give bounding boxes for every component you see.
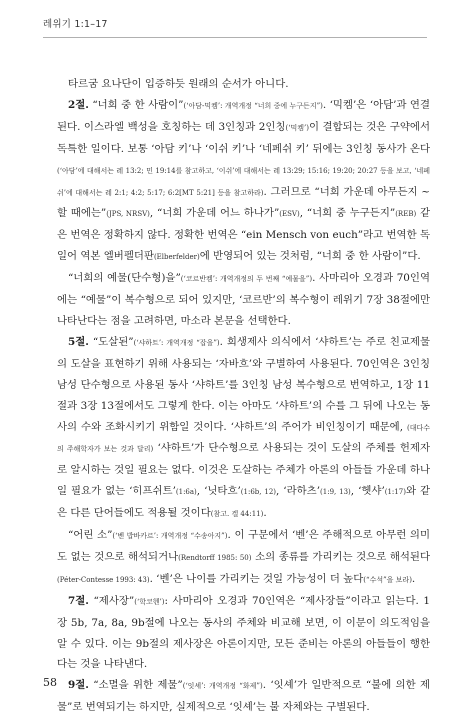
paragraph [57,268,430,332]
text-run: , “너희 중 누구든지” [299,207,396,220]
text-run: 이 결합되는 것은 구약에서 독특한 일이다. 보통 ‘아담 키’나 ‘이쉬 키’나 ‘네페쉬 키’ 뒤에는 3인칭 동사가 온다 [57,120,430,155]
inline-note: (1:17) [384,488,406,497]
verse-label: 7절. [68,594,89,607]
inline-note: (‘벤 밥바카르’: 개역개정 “수송아지”) [112,532,228,541]
text-run: 타르굼 요나단이 입증하듯 원래의 순서가 아니다. [68,78,289,90]
text-run: “소멸을 위한 제물” [88,679,183,692]
text-run: , ‘라하츠’ [276,485,321,498]
inline-note: (Péter-Contesse 1993: 43) [57,575,150,584]
running-header: 레위기 1:1–17 [43,19,108,30]
paragraph [57,95,430,268]
text-run: “너희의 예물(단수형)을” [68,272,181,285]
inline-note: (‘학코헨’) [134,597,165,606]
text-run: “너희 중 한 사람이” [88,98,184,111]
inline-note: (1:6a) [175,488,197,497]
verse-label: 2절. [68,98,89,111]
text-run: . [263,507,267,520]
inline-note: (1:9, 13) [320,488,351,497]
paragraph [57,525,430,591]
inline-note: (1:6b, 12) [240,488,277,497]
inline-note: (‘아담-믹켐’: 개역개정 “너희 중에 누구든지”) [183,101,323,110]
header-divider [43,37,427,38]
text-run: . ‘믹켐’은 ‘아담’과 연결된다. 이스라엘 백성을 호칭하는 데 3인칭과 2인칭 [57,98,430,133]
verse-label: 9절. [68,679,89,692]
text-run: 소의 종류를 가리키는 것으로 해석된다 [251,550,430,563]
inline-note: (“수석”을 보라) [363,575,412,584]
text-run: ‘샤하트’가 단수형으로 사용되는 것이 도살의 주체를 헌제자로 알시하는 것일 필요는 없다. 이것은 도살하는 주체가 아론의 아들들 가운데 하나일 필요가 없는 ‘히프쉬트’ [57,442,430,498]
paragraph [57,675,430,718]
text-run: “제사장” [88,594,135,607]
text-run: . 사마리아 오경과 70인역에는 “예물”이 복수형으로 되어 있지만, ‘코르반’의 복수형이 레위기 7장 38절에만 나타난다는 점을 고려하면, 마소라 본문을 선택한다. [57,272,430,327]
text-run: 같은 번역은 정확하지 않다. 정확한 번역은 “ein Mensch von euch”라고 번역한 독일어 역본 엘버펠더판 [57,207,431,263]
inline-note: (‘코르반켐’: 개역개정의 두 번째 “예물을”) [180,275,313,284]
text-run: : 사마리아 오경과 70인역은 “제사장들”이라고 읽는다. 1장 5b, 7a, 8a, 9b절에 나오는 동사의 주체와 비교해 보면, 이 이문이 의도적임을 알 수 있다. 이는 9b절의 제사장은 아론이지만, 모든 준비는 아론의 아들들이 행한다는 것을 나타낸다. [57,594,431,671]
text-run: , ‘헷샤’ [350,485,385,498]
inline-note: (‘잇셰’: 개역개정 “화제”) [182,682,263,691]
text-run: . [411,572,416,585]
text-run: “도살된” [88,335,134,348]
text-run: , ‘닛타흐’ [196,485,241,498]
page-number: 58 [43,676,57,689]
inline-note: (참고. 겔 44:11) [210,510,264,519]
text-run: 와 같은 다른 단어들에도 적용될 것이다 [57,485,430,520]
text-run: . 그러므로 “너희 가운데 아무든지 ~할 때에는” [57,185,430,220]
inline-note: (‘샤하트’: 개역개정 “잡을”) [133,338,220,347]
paragraph [57,332,430,525]
text-run: . ‘벤’은 나이를 가리키는 것일 가능성이 더 높다 [149,572,364,585]
text-run: , “너희 가운데 어느 하나가” [149,207,280,220]
inline-note: (‘믹켐’) [285,123,309,132]
inline-note: (JPS, NRSV) [106,210,150,219]
inline-note: (‘아담’에 대해서는 레 13:2; 민 19:14를 참고하고, ‘이쉬’에 대해서는 레 13:29; 15:16; 19:20; 20:27 등을 보고, ‘네페쉬’에 대해서는 레 2:1; 4:2; 5:17; 6:2[MT 5:21] 등을 참고하라) [57,166,430,197]
paragraph [57,591,430,676]
paragraph [57,74,430,95]
inline-note: (Elberfelder) [153,253,200,262]
text-run: 에 반영되어 있는 것처럼, “너희 중 한 사람이”다. [199,250,421,263]
text-run: . 이 구문에서 ‘벤’은 주해적으로 아무런 의미도 없는 것으로 해석되거나 [57,529,431,563]
inline-note: (Rendtorff 1985: 50) [178,553,252,562]
text-run: . ‘잇셰’가 일반적으로 “불에 의한 제물”로 번역되기는 하지만, 실제적으로 ‘잇셰’는 불 자체와는 구별된다. [57,679,430,714]
text-run: . 희생제사 의식에서 ‘샤하트’는 주로 친교제물의 도살을 표현하기 위해 사용되는 ‘자바흐’와 구별하여 사용된다. 70인역은 3인칭 남성 단수형으로 사용된 동사 ‘샤하트’를 3인칭 남성 복수형으로 번역하고, 1장 11절과 3장 13절에서도 그렇게 한다. 이는 아마도 ‘샤하트’의 수를 그 뒤에 나오는 동사의 수와 조화시키기 위함일 것이다. ‘샤하트’의 주어가 비인칭이기 때문에, [57,335,430,433]
inline-note: (대다수의 주해학자가 보는 것과 달리) [57,423,430,454]
inline-note: (ESV) [279,210,300,219]
inline-note: (REB) [395,210,417,219]
text-run: “어린 소” [68,529,113,542]
body-text [57,74,430,718]
verse-label: 5절. [68,335,89,348]
